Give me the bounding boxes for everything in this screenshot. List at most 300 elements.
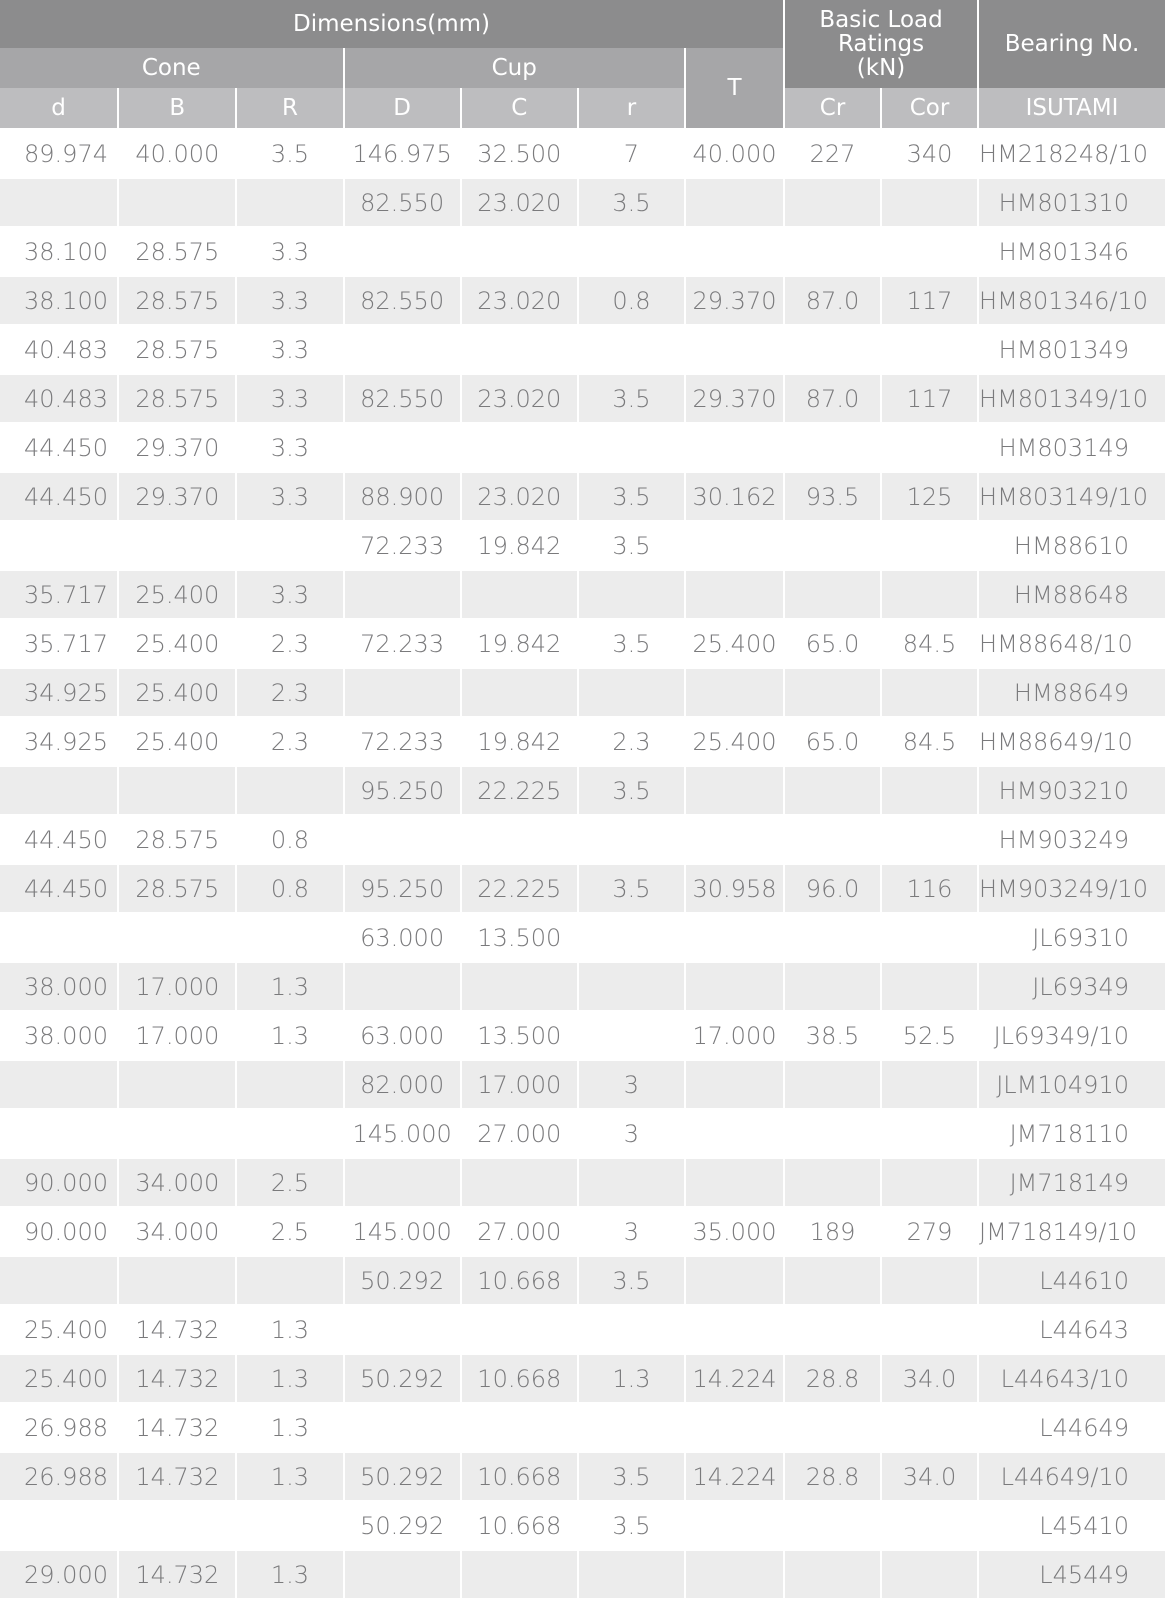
col-header-r-cup: r (579, 88, 684, 128)
cell-c: 13.500 (462, 912, 577, 961)
cell-d (0, 765, 117, 814)
table-row (0, 1402, 1165, 1451)
col-header-cr: Cr (785, 88, 880, 128)
cell-d-cup (345, 1304, 460, 1353)
cell-bearing-no: HM801349/10 (979, 373, 1165, 422)
cell-d-cup: 82.000 (345, 1059, 460, 1108)
table-row (0, 569, 1165, 618)
cell-d: 44.450 (0, 422, 117, 471)
cell-d-cup: 82.550 (345, 373, 460, 422)
cell-c: 19.842 (462, 716, 577, 765)
table-row (0, 863, 1165, 912)
table-row (0, 373, 1165, 422)
cell-cr (785, 765, 880, 814)
cell-d-cup: 50.292 (345, 1500, 460, 1549)
cell-b: 40.000 (119, 128, 235, 177)
cell-t: 29.370 (686, 275, 783, 324)
table-row (0, 618, 1165, 667)
cell-r-cup: 3.5 (579, 765, 684, 814)
cell-r-cone: 3.3 (237, 373, 342, 422)
cell-b: 25.400 (119, 667, 235, 716)
cell-r-cup: 7 (579, 128, 684, 177)
table-row (0, 961, 1165, 1010)
cell-d: 44.450 (0, 814, 117, 863)
cell-c (462, 961, 577, 1010)
cell-d-cup: 50.292 (345, 1451, 460, 1500)
cell-cr (785, 520, 880, 569)
table-row (0, 1206, 1165, 1255)
cell-r-cone: 3.3 (237, 569, 342, 618)
cell-cor: 340 (882, 128, 977, 177)
load-ratings-header-line1: Basic Load Ratings (819, 7, 943, 57)
cell-bearing-no: HM803149 (979, 422, 1165, 471)
cell-d-cup (345, 1157, 460, 1206)
cell-cr (785, 814, 880, 863)
cell-d-cup: 145.000 (345, 1108, 460, 1157)
cell-t (686, 814, 783, 863)
cell-b: 34.000 (119, 1157, 235, 1206)
cell-b: 25.400 (119, 569, 235, 618)
cell-t: 29.370 (686, 373, 783, 422)
cell-cr (785, 1402, 880, 1451)
cell-t: 17.000 (686, 1010, 783, 1059)
cell-r-cone: 2.5 (237, 1157, 342, 1206)
cell-d: 38.100 (0, 275, 117, 324)
cell-cor (882, 1255, 977, 1304)
cell-c (462, 226, 577, 275)
cell-r-cone: 1.3 (237, 1402, 342, 1451)
cell-b: 34.000 (119, 1206, 235, 1255)
cell-cor (882, 912, 977, 961)
cell-r-cone: 2.3 (237, 618, 342, 667)
cell-b: 14.732 (119, 1304, 235, 1353)
cell-d (0, 1500, 117, 1549)
cell-d: 26.988 (0, 1402, 117, 1451)
cell-b: 17.000 (119, 1010, 235, 1059)
cell-c: 10.668 (462, 1353, 577, 1402)
cell-t: 35.000 (686, 1206, 783, 1255)
cell-cor (882, 177, 977, 226)
cell-bearing-no: HM218248/10 (979, 128, 1165, 177)
cell-c (462, 422, 577, 471)
cell-t: 30.958 (686, 863, 783, 912)
cone-header: Cone (0, 48, 343, 88)
cell-bearing-no: HM903249 (979, 814, 1165, 863)
cell-r-cone: 1.3 (237, 1304, 342, 1353)
cell-b: 28.575 (119, 373, 235, 422)
cell-c: 22.225 (462, 863, 577, 912)
cell-c (462, 569, 577, 618)
cell-cor (882, 1304, 977, 1353)
bearing-no-header: Bearing No. (979, 0, 1165, 88)
cell-d: 34.925 (0, 716, 117, 765)
cell-r-cone (237, 1108, 342, 1157)
cell-bearing-no: L44643/10 (979, 1353, 1165, 1402)
cell-cr: 87.0 (785, 275, 880, 324)
cell-b (119, 520, 235, 569)
cell-r-cup: 3.5 (579, 863, 684, 912)
cell-t (686, 1059, 783, 1108)
cell-d-cup (345, 667, 460, 716)
cell-r-cone: 1.3 (237, 1353, 342, 1402)
table-row (0, 1059, 1165, 1108)
cell-b (119, 177, 235, 226)
cell-cr (785, 1108, 880, 1157)
cell-b (119, 1500, 235, 1549)
cell-cr (785, 912, 880, 961)
cell-r-cone: 1.3 (237, 1451, 342, 1500)
cell-cr (785, 1500, 880, 1549)
cell-d-cup (345, 324, 460, 373)
cell-r-cone: 3.3 (237, 275, 342, 324)
cell-cr: 28.8 (785, 1353, 880, 1402)
cell-d-cup: 146.975 (345, 128, 460, 177)
cell-t (686, 912, 783, 961)
cell-d-cup: 95.250 (345, 863, 460, 912)
col-header-cor: Cor (882, 88, 977, 128)
cell-cr (785, 1157, 880, 1206)
cell-cr (785, 422, 880, 471)
table-row (0, 1353, 1165, 1402)
cell-c: 10.668 (462, 1500, 577, 1549)
table-row (0, 1255, 1165, 1304)
cell-bearing-no: JM718149 (979, 1157, 1165, 1206)
cell-r-cone: 1.3 (237, 1549, 342, 1598)
table-row (0, 716, 1165, 765)
cell-cr: 65.0 (785, 716, 880, 765)
cell-cr: 96.0 (785, 863, 880, 912)
table-row (0, 128, 1165, 177)
cell-cor: 34.0 (882, 1353, 977, 1402)
cell-r-cup: 3 (579, 1206, 684, 1255)
cell-bearing-no: HM88649/10 (979, 716, 1165, 765)
cell-d-cup: 50.292 (345, 1255, 460, 1304)
cell-c: 27.000 (462, 1108, 577, 1157)
cell-t (686, 569, 783, 618)
cell-d: 26.988 (0, 1451, 117, 1500)
cell-cor: 84.5 (882, 618, 977, 667)
cell-c: 22.225 (462, 765, 577, 814)
cell-bearing-no: HM801346/10 (979, 275, 1165, 324)
cell-bearing-no: HM903249/10 (979, 863, 1165, 912)
cell-d-cup: 50.292 (345, 1353, 460, 1402)
cell-c: 23.020 (462, 177, 577, 226)
cell-r-cup: 3.5 (579, 177, 684, 226)
cell-d (0, 1108, 117, 1157)
cell-r-cup (579, 324, 684, 373)
cell-d-cup: 72.233 (345, 520, 460, 569)
cell-t (686, 1157, 783, 1206)
cell-d-cup: 72.233 (345, 716, 460, 765)
cell-t (686, 422, 783, 471)
cell-cor: 52.5 (882, 1010, 977, 1059)
cell-c (462, 667, 577, 716)
cell-d: 90.000 (0, 1157, 117, 1206)
col-header-d: d (0, 88, 117, 128)
cell-cr (785, 961, 880, 1010)
cell-cr (785, 1549, 880, 1598)
cell-t: 25.400 (686, 716, 783, 765)
cell-cr: 189 (785, 1206, 880, 1255)
cell-c (462, 1304, 577, 1353)
cell-c: 19.842 (462, 618, 577, 667)
table-row (0, 422, 1165, 471)
cell-r-cup (579, 667, 684, 716)
cell-cr (785, 177, 880, 226)
cell-d: 38.000 (0, 1010, 117, 1059)
table-row (0, 1157, 1165, 1206)
cell-bearing-no: HM801349 (979, 324, 1165, 373)
cell-c: 19.842 (462, 520, 577, 569)
cell-bearing-no: JLM104910 (979, 1059, 1165, 1108)
cell-d-cup: 82.550 (345, 275, 460, 324)
cell-b: 14.732 (119, 1549, 235, 1598)
table-row (0, 324, 1165, 373)
cell-b: 25.400 (119, 618, 235, 667)
cell-cor: 117 (882, 275, 977, 324)
cell-c: 23.020 (462, 471, 577, 520)
cell-b (119, 1255, 235, 1304)
cell-d: 25.400 (0, 1304, 117, 1353)
cell-r-cup (579, 961, 684, 1010)
cell-d-cup (345, 226, 460, 275)
cell-d: 29.000 (0, 1549, 117, 1598)
cell-r-cup (579, 569, 684, 618)
cell-b: 17.000 (119, 961, 235, 1010)
cell-r-cup (579, 1157, 684, 1206)
cell-cor: 34.0 (882, 1451, 977, 1500)
cell-t (686, 324, 783, 373)
col-header-b: B (119, 88, 235, 128)
cell-b: 14.732 (119, 1402, 235, 1451)
t-header: T (686, 48, 783, 128)
cell-r-cone: 3.3 (237, 422, 342, 471)
cell-bearing-no: HM903210 (979, 765, 1165, 814)
cell-b: 14.732 (119, 1353, 235, 1402)
cell-cr (785, 226, 880, 275)
table-row (0, 912, 1165, 961)
cell-t (686, 1500, 783, 1549)
cell-cor (882, 765, 977, 814)
cell-bearing-no: JL69349/10 (979, 1010, 1165, 1059)
cell-r-cup: 3.5 (579, 373, 684, 422)
cell-t (686, 1402, 783, 1451)
cell-c (462, 1549, 577, 1598)
cell-cor (882, 1402, 977, 1451)
cell-cor: 279 (882, 1206, 977, 1255)
cell-r-cup: 2.3 (579, 716, 684, 765)
cell-d-cup: 63.000 (345, 1010, 460, 1059)
cell-d-cup: 63.000 (345, 912, 460, 961)
cell-r-cone: 3.3 (237, 471, 342, 520)
cell-r-cone (237, 1500, 342, 1549)
cell-r-cup (579, 814, 684, 863)
cell-cr (785, 324, 880, 373)
cell-cr: 28.8 (785, 1451, 880, 1500)
cell-cor: 125 (882, 471, 977, 520)
cell-d-cup: 88.900 (345, 471, 460, 520)
load-ratings-header (785, 0, 977, 88)
cell-d: 25.400 (0, 1353, 117, 1402)
cell-t (686, 765, 783, 814)
cell-bearing-no: HM801310 (979, 177, 1165, 226)
col-header-c: C (462, 88, 577, 128)
cell-r-cup (579, 422, 684, 471)
cell-t (686, 177, 783, 226)
cell-d (0, 177, 117, 226)
table-row (0, 1500, 1165, 1549)
cup-header: Cup (345, 48, 684, 88)
cell-t (686, 961, 783, 1010)
table-row (0, 814, 1165, 863)
table-row (0, 1304, 1165, 1353)
cell-b: 28.575 (119, 814, 235, 863)
cell-d (0, 1059, 117, 1108)
cell-c: 23.020 (462, 373, 577, 422)
cell-t (686, 520, 783, 569)
cell-bearing-no: L44649/10 (979, 1451, 1165, 1500)
cell-cr: 227 (785, 128, 880, 177)
cell-r-cone (237, 177, 342, 226)
table-row (0, 667, 1165, 716)
table-row (0, 1549, 1165, 1598)
cell-cor: 84.5 (882, 716, 977, 765)
cell-b (119, 1059, 235, 1108)
cell-cor: 117 (882, 373, 977, 422)
cell-t (686, 667, 783, 716)
cell-r-cup: 3.5 (579, 618, 684, 667)
cell-t (686, 1304, 783, 1353)
cell-d (0, 520, 117, 569)
cell-bearing-no: L44610 (979, 1255, 1165, 1304)
cell-d: 40.483 (0, 373, 117, 422)
cell-d: 38.000 (0, 961, 117, 1010)
cell-r-cone (237, 1059, 342, 1108)
cell-t: 14.224 (686, 1451, 783, 1500)
cell-cor (882, 520, 977, 569)
cell-c: 10.668 (462, 1255, 577, 1304)
cell-bearing-no: L45410 (979, 1500, 1165, 1549)
cell-cr: 38.5 (785, 1010, 880, 1059)
cell-r-cone (237, 1255, 342, 1304)
cell-cor (882, 324, 977, 373)
col-header-r-cone: R (237, 88, 342, 128)
cell-r-cup (579, 912, 684, 961)
cell-cor (882, 1500, 977, 1549)
table-row (0, 226, 1165, 275)
cell-c: 13.500 (462, 1010, 577, 1059)
cell-bearing-no: HM88648/10 (979, 618, 1165, 667)
table-row (0, 1451, 1165, 1500)
cell-b (119, 765, 235, 814)
cell-cor: 116 (882, 863, 977, 912)
cell-cor (882, 1157, 977, 1206)
cell-t (686, 1255, 783, 1304)
cell-r-cone: 3.3 (237, 226, 342, 275)
cell-r-cup: 3.5 (579, 1255, 684, 1304)
table-row (0, 765, 1165, 814)
cell-d-cup: 72.233 (345, 618, 460, 667)
cell-d (0, 912, 117, 961)
cell-bearing-no: HM88648 (979, 569, 1165, 618)
cell-r-cup (579, 1010, 684, 1059)
cell-r-cone: 2.3 (237, 667, 342, 716)
cell-t: 14.224 (686, 1353, 783, 1402)
cell-r-cone: 2.3 (237, 716, 342, 765)
cell-cor (882, 569, 977, 618)
cell-b: 28.575 (119, 226, 235, 275)
cell-c (462, 1157, 577, 1206)
cell-r-cone (237, 520, 342, 569)
table-row (0, 520, 1165, 569)
cell-r-cup: 3.5 (579, 1451, 684, 1500)
cell-c: 23.020 (462, 275, 577, 324)
cell-b: 28.575 (119, 324, 235, 373)
cell-d-cup: 95.250 (345, 765, 460, 814)
table-row (0, 177, 1165, 226)
cell-b (119, 912, 235, 961)
cell-t: 40.000 (686, 128, 783, 177)
cell-c (462, 324, 577, 373)
cell-cr (785, 1304, 880, 1353)
cell-r-cone: 0.8 (237, 863, 342, 912)
cell-cr: 65.0 (785, 618, 880, 667)
cell-d: 44.450 (0, 863, 117, 912)
cell-t: 30.162 (686, 471, 783, 520)
cell-bearing-no: HM803149/10 (979, 471, 1165, 520)
cell-r-cone (237, 912, 342, 961)
cell-b: 29.370 (119, 471, 235, 520)
cell-r-cup (579, 1549, 684, 1598)
cell-d: 89.974 (0, 128, 117, 177)
cell-r-cup: 3.5 (579, 471, 684, 520)
cell-bearing-no: L45449 (979, 1549, 1165, 1598)
cell-bearing-no: HM88649 (979, 667, 1165, 716)
cell-b: 28.575 (119, 863, 235, 912)
cell-r-cup (579, 1304, 684, 1353)
cell-cor (882, 226, 977, 275)
cell-cr: 93.5 (785, 471, 880, 520)
cell-d-cup (345, 1549, 460, 1598)
cell-d: 90.000 (0, 1206, 117, 1255)
cell-d-cup (345, 422, 460, 471)
cell-cor (882, 961, 977, 1010)
cell-bearing-no: JL69310 (979, 912, 1165, 961)
cell-r-cup (579, 1402, 684, 1451)
cell-r-cone: 1.3 (237, 1010, 342, 1059)
cell-cr: 87.0 (785, 373, 880, 422)
cell-cr (785, 1059, 880, 1108)
cell-d (0, 1255, 117, 1304)
cell-c: 10.668 (462, 1451, 577, 1500)
cell-t (686, 1549, 783, 1598)
cell-b: 14.732 (119, 1451, 235, 1500)
cell-bearing-no: JM718149/10 (979, 1206, 1165, 1255)
cell-d: 35.717 (0, 569, 117, 618)
cell-b (119, 1108, 235, 1157)
cell-cor (882, 1108, 977, 1157)
cell-r-cup: 3.5 (579, 520, 684, 569)
cell-bearing-no: HM88610 (979, 520, 1165, 569)
cell-r-cone: 0.8 (237, 814, 342, 863)
cell-bearing-no: L44643 (979, 1304, 1165, 1353)
cell-t: 25.400 (686, 618, 783, 667)
cell-r-cup: 3.5 (579, 1500, 684, 1549)
cell-d: 40.483 (0, 324, 117, 373)
cell-d-cup: 145.000 (345, 1206, 460, 1255)
cell-cor (882, 1549, 977, 1598)
cell-cor (882, 1059, 977, 1108)
